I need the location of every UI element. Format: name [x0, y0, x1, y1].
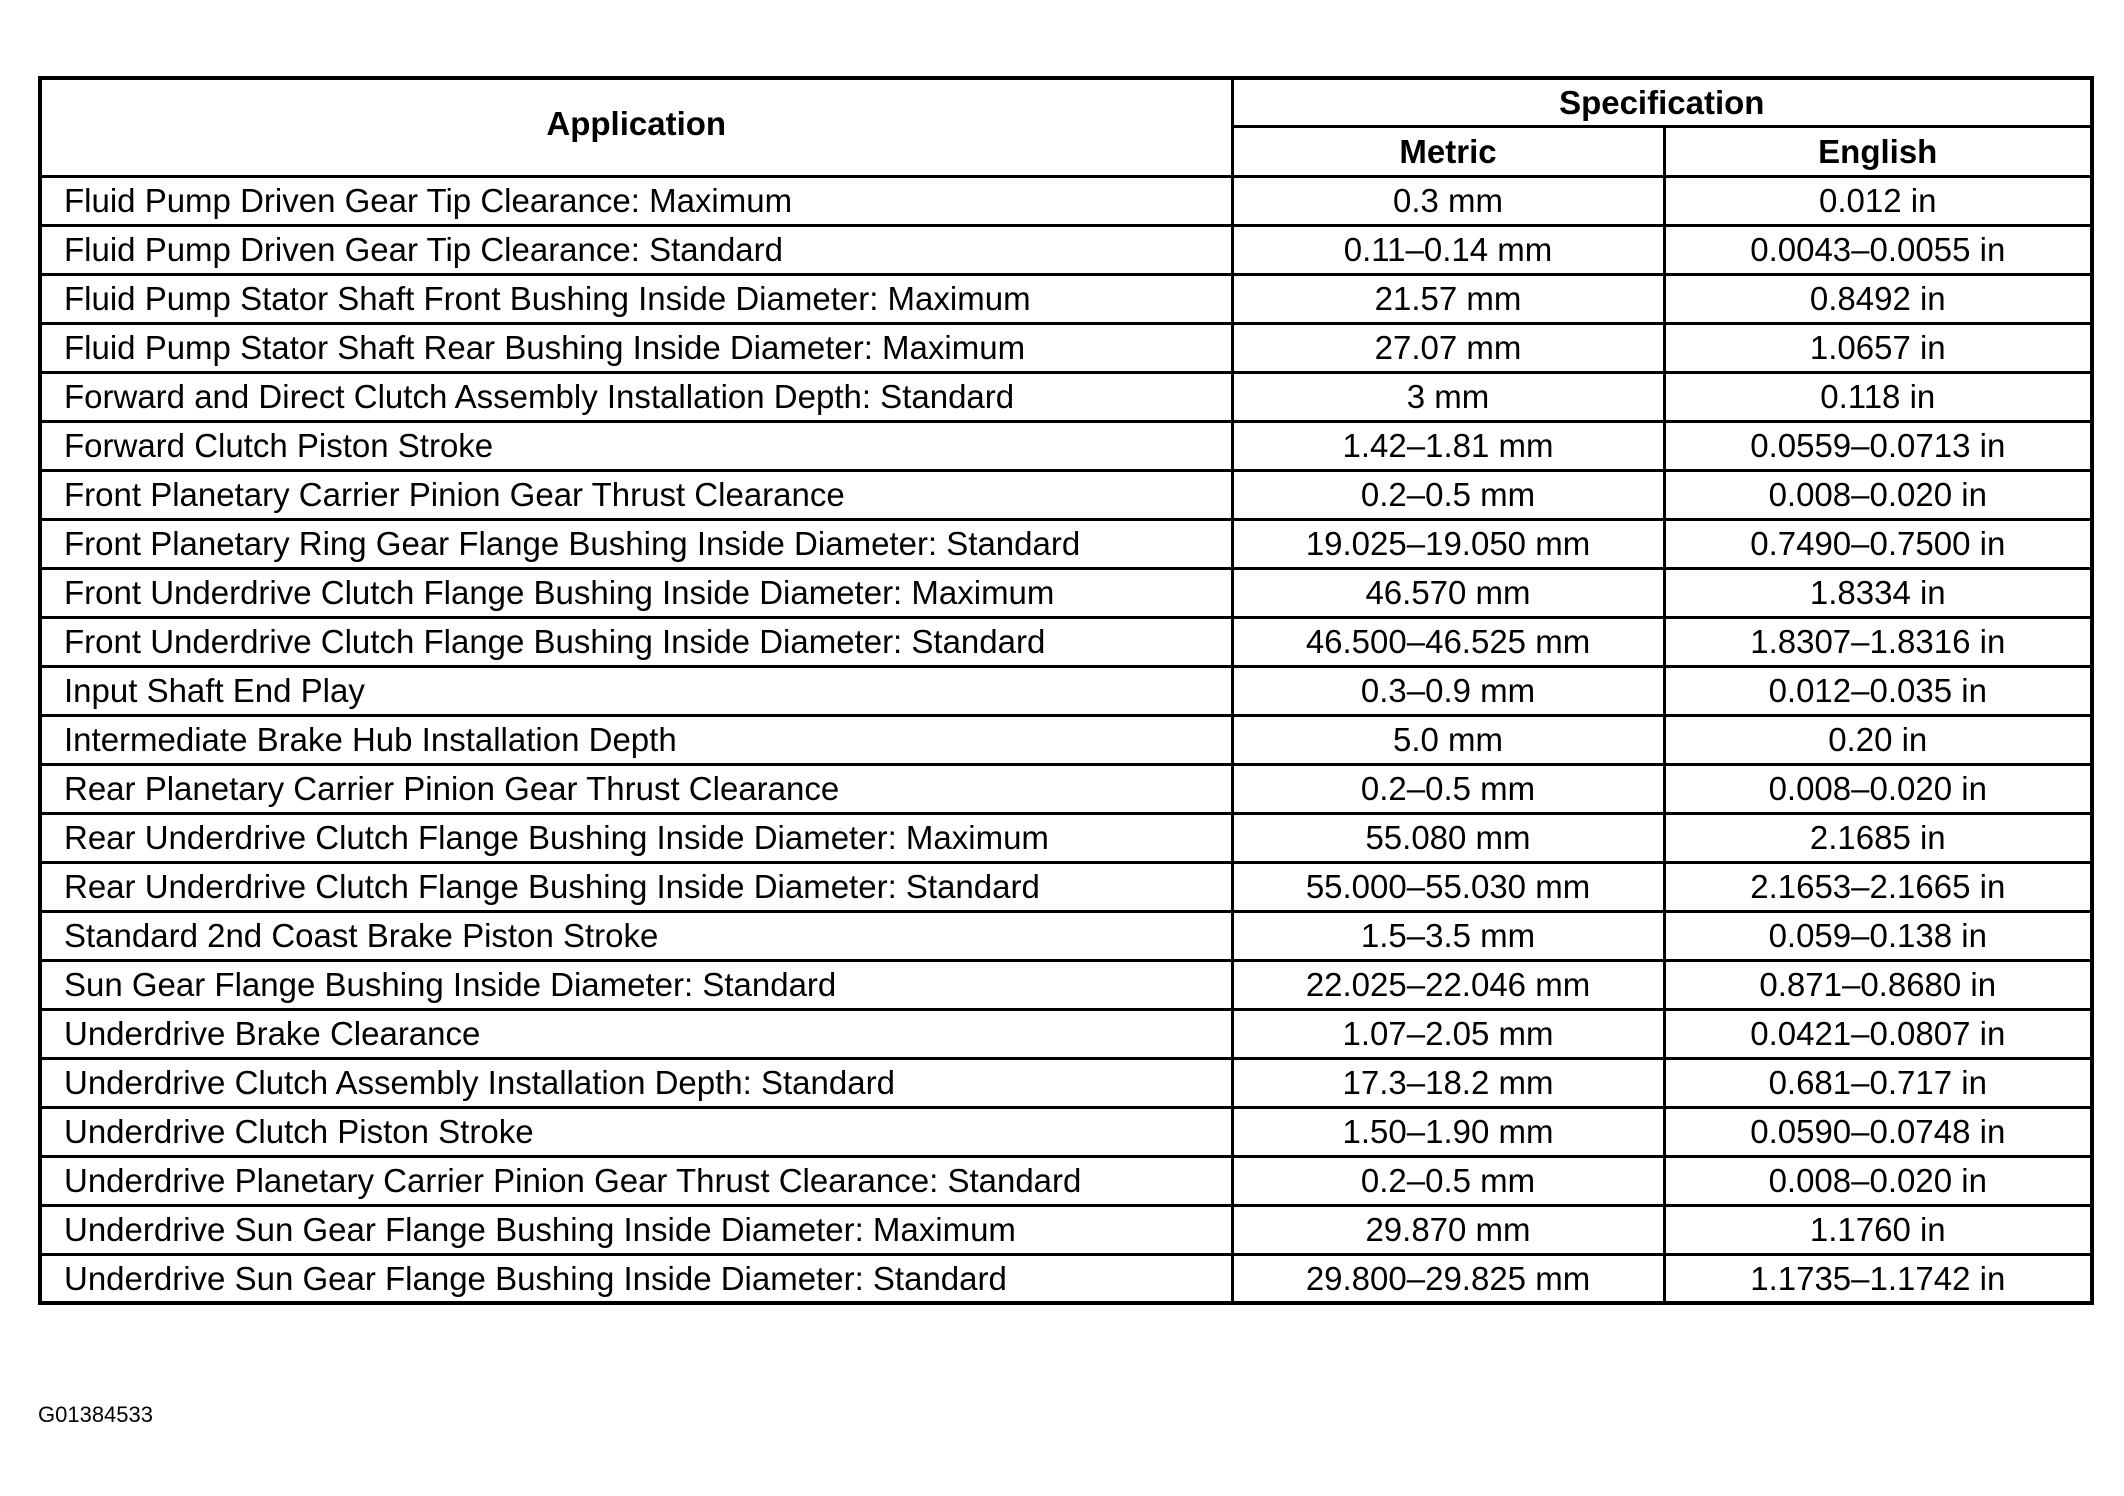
metric-cell: 1.50–1.90 mm: [1232, 1107, 1664, 1156]
table-row: [40, 1009, 2092, 1058]
table-row: [40, 715, 2092, 764]
english-cell: 0.012 in: [1664, 176, 2092, 225]
metric-cell: 21.57 mm: [1232, 274, 1664, 323]
metric-cell: 3 mm: [1232, 372, 1664, 421]
metric-cell: 55.000–55.030 mm: [1232, 862, 1664, 911]
table-body: [40, 176, 2092, 1303]
table-row: [40, 421, 2092, 470]
application-cell: Underdrive Clutch Assembly Installation Depth: Standard: [40, 1058, 1232, 1107]
metric-cell: 19.025–19.050 mm: [1232, 519, 1664, 568]
application-cell: Underdrive Sun Gear Flange Bushing Inside Diameter: Standard: [40, 1254, 1232, 1303]
metric-cell: 1.42–1.81 mm: [1232, 421, 1664, 470]
application-cell: Forward and Direct Clutch Assembly Installation Depth: Standard: [40, 372, 1232, 421]
metric-cell: 5.0 mm: [1232, 715, 1664, 764]
english-cell: 0.20 in: [1664, 715, 2092, 764]
table-row: [40, 617, 2092, 666]
application-cell: Underdrive Sun Gear Flange Bushing Inside Diameter: Maximum: [40, 1205, 1232, 1254]
header-row-top: [40, 78, 2092, 126]
metric-cell: 0.3 mm: [1232, 176, 1664, 225]
table-row: [40, 225, 2092, 274]
application-cell: Sun Gear Flange Bushing Inside Diameter: Standard: [40, 960, 1232, 1009]
application-cell: Front Underdrive Clutch Flange Bushing Inside Diameter: Standard: [40, 617, 1232, 666]
table-row: [40, 960, 2092, 1009]
english-cell: 0.059–0.138 in: [1664, 911, 2092, 960]
english-cell: 0.008–0.020 in: [1664, 764, 2092, 813]
english-cell: 0.7490–0.7500 in: [1664, 519, 2092, 568]
english-cell: 1.1735–1.1742 in: [1664, 1254, 2092, 1303]
english-cell: 0.871–0.8680 in: [1664, 960, 2092, 1009]
table-row: [40, 176, 2092, 225]
english-cell: 1.0657 in: [1664, 323, 2092, 372]
english-cell: 0.0559–0.0713 in: [1664, 421, 2092, 470]
english-cell: 0.008–0.020 in: [1664, 1156, 2092, 1205]
table-row: [40, 470, 2092, 519]
table-row: [40, 274, 2092, 323]
application-cell: Rear Underdrive Clutch Flange Bushing Inside Diameter: Standard: [40, 862, 1232, 911]
metric-cell: 0.11–0.14 mm: [1232, 225, 1664, 274]
table-row: [40, 1205, 2092, 1254]
application-cell: Underdrive Brake Clearance: [40, 1009, 1232, 1058]
metric-cell: 55.080 mm: [1232, 813, 1664, 862]
table-row: [40, 1107, 2092, 1156]
table-row: [40, 1156, 2092, 1205]
table-row: [40, 764, 2092, 813]
metric-cell: 0.2–0.5 mm: [1232, 1156, 1664, 1205]
figure-id-label: G01384533: [38, 1402, 153, 1427]
english-header: English: [1664, 126, 2092, 176]
application-cell: Underdrive Planetary Carrier Pinion Gear Thrust Clearance: Standard: [40, 1156, 1232, 1205]
metric-cell: 0.2–0.5 mm: [1232, 470, 1664, 519]
metric-cell: 27.07 mm: [1232, 323, 1664, 372]
english-cell: 0.118 in: [1664, 372, 2092, 421]
table-row: [40, 911, 2092, 960]
table-row: [40, 862, 2092, 911]
application-cell: Fluid Pump Stator Shaft Front Bushing Inside Diameter: Maximum: [40, 274, 1232, 323]
application-header: Application: [40, 78, 1232, 176]
application-cell: Intermediate Brake Hub Installation Depth: [40, 715, 1232, 764]
table-row: [40, 1058, 2092, 1107]
application-cell: Front Underdrive Clutch Flange Bushing Inside Diameter: Maximum: [40, 568, 1232, 617]
table-row: [40, 519, 2092, 568]
application-cell: Standard 2nd Coast Brake Piston Stroke: [40, 911, 1232, 960]
specification-table: [38, 76, 2094, 1305]
english-cell: 2.1653–2.1665 in: [1664, 862, 2092, 911]
english-cell: 1.8307–1.8316 in: [1664, 617, 2092, 666]
english-cell: 0.0421–0.0807 in: [1664, 1009, 2092, 1058]
metric-cell: 0.3–0.9 mm: [1232, 666, 1664, 715]
application-cell: Fluid Pump Driven Gear Tip Clearance: Maximum: [40, 176, 1232, 225]
table-header: [40, 78, 2092, 176]
application-cell: Front Planetary Carrier Pinion Gear Thrust Clearance: [40, 470, 1232, 519]
english-cell: 0.681–0.717 in: [1664, 1058, 2092, 1107]
metric-cell: 46.500–46.525 mm: [1232, 617, 1664, 666]
english-cell: 1.8334 in: [1664, 568, 2092, 617]
metric-header: Metric: [1232, 126, 1664, 176]
application-cell: Front Planetary Ring Gear Flange Bushing Inside Diameter: Standard: [40, 519, 1232, 568]
specification-header: Specification: [1232, 78, 2092, 126]
application-cell: Underdrive Clutch Piston Stroke: [40, 1107, 1232, 1156]
table-row: [40, 666, 2092, 715]
english-cell: 0.012–0.035 in: [1664, 666, 2092, 715]
table-row: [40, 1254, 2092, 1303]
application-cell: Rear Underdrive Clutch Flange Bushing Inside Diameter: Maximum: [40, 813, 1232, 862]
metric-cell: 22.025–22.046 mm: [1232, 960, 1664, 1009]
metric-cell: 1.07–2.05 mm: [1232, 1009, 1664, 1058]
metric-cell: 0.2–0.5 mm: [1232, 764, 1664, 813]
metric-cell: 17.3–18.2 mm: [1232, 1058, 1664, 1107]
application-cell: Input Shaft End Play: [40, 666, 1232, 715]
application-cell: Rear Planetary Carrier Pinion Gear Thrust Clearance: [40, 764, 1232, 813]
english-cell: 0.008–0.020 in: [1664, 470, 2092, 519]
english-cell: 2.1685 in: [1664, 813, 2092, 862]
application-cell: Forward Clutch Piston Stroke: [40, 421, 1232, 470]
table-row: [40, 813, 2092, 862]
table-row: [40, 372, 2092, 421]
metric-cell: 1.5–3.5 mm: [1232, 911, 1664, 960]
metric-cell: 29.870 mm: [1232, 1205, 1664, 1254]
table-row: [40, 568, 2092, 617]
metric-cell: 29.800–29.825 mm: [1232, 1254, 1664, 1303]
english-cell: 0.0043–0.0055 in: [1664, 225, 2092, 274]
metric-cell: 46.570 mm: [1232, 568, 1664, 617]
application-cell: Fluid Pump Driven Gear Tip Clearance: Standard: [40, 225, 1232, 274]
english-cell: 1.1760 in: [1664, 1205, 2092, 1254]
application-cell: Fluid Pump Stator Shaft Rear Bushing Inside Diameter: Maximum: [40, 323, 1232, 372]
english-cell: 0.8492 in: [1664, 274, 2092, 323]
english-cell: 0.0590–0.0748 in: [1664, 1107, 2092, 1156]
table-row: [40, 323, 2092, 372]
